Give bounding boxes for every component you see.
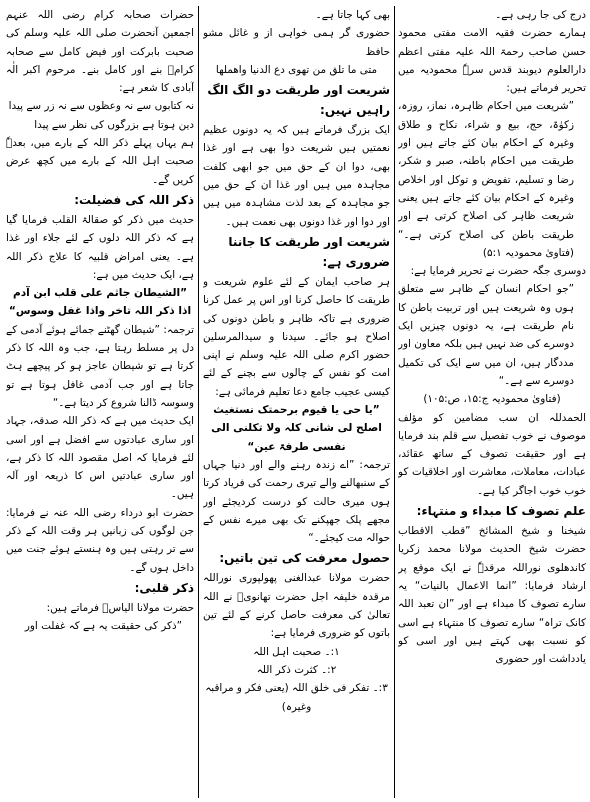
centered-line: ۳:۔ تفکر فی خلق اللہ (یعنی فکر و مراقبہ وغیرہ) bbox=[205, 682, 388, 713]
paragraph: ترجمہ: ”اے زندہ رہنے والے اور دنیا جہاں کے سنبھالنے والے تیری رحمت کی فریاد کرتا ہوں میری حالت کو درست کردیجئے اور مجھے پلک جھپکنے تک بھی میرے نفس کے حوالہ مت کیجئے۔“ bbox=[203, 458, 390, 545]
paragraph: ہم یہاں پہلے ذکر اللہ کے بارے میں، بعدہٗ صحبت اہل اللہ کے بارے میں کچھ عرض کریں گے۔ bbox=[6, 137, 194, 186]
section-heading: علم تصوف کا مبداء و منتہاء: bbox=[416, 504, 586, 519]
paragraph: درج کی جا رہی ہے۔ bbox=[495, 9, 586, 21]
paragraph: حضرت مولانا عبدالغنی پھولپوری نوراللہ مرقدہ خلیفہ اجل حضرت تھانویؒ نے اللہ تعالیٰ کی معرفت حاصل کرنے کے لئے تین باتوں کو ضروری فرمایا ہے: bbox=[203, 572, 390, 640]
quoted-passage: ”شریعت میں احکام ظاہرہ، نماز، روزہ، زکوٰۃ، حج، بیع و شراء، نکاح و طلاق وغیرہ کے احکام بیان کئے جاتے ہیں اور طریقت میں احکام باطنہ، صبر و شکر، رضا و تسلیم، تفویض و توکل اور اخلاص وغیرہ کے احکام بیان کئے جاتے ہیں یعنی شریعت ظاہر کی اصلاح کرتی ہے اور طریقت باطن کی اصلاح کرتی ہے۔“ (فتاویٰ محمودیہ ۵:۱) bbox=[398, 100, 574, 259]
section-heading: شریعت اور طریقت کا جاننا ضروری ہے: bbox=[228, 234, 390, 269]
centered-line: متی ما تلق من تھوی دع الدنیا واھملھا bbox=[215, 63, 378, 76]
centered-line: ۲:۔ کثرت ذکر اللہ bbox=[256, 663, 337, 676]
arabic-text: ”یا حی یا قیوم برحمتک نستغیث اصلح لی شانی کلہ ولا تکلنی الی نفسی طرفۃ عین“ bbox=[211, 404, 382, 453]
paragraph: حضرات صحابہ کرام رضی اللہ عنہم اجمعین آنحضرت صلی اللہ علیہ وسلم کی صحبت بابرکت اور فیض کامل سے صحابہ کرامؓ بنے اور کامل بنے۔ مرحوم اکبر الٰہ آبادی کا شعر ہے: bbox=[6, 9, 194, 95]
column-divider bbox=[394, 6, 395, 798]
paragraph: حضرت ابو درداء رضی اللہ عنہ نے فرمایا: جن لوگوں کی زبانیں ہر وقت اللہ کے ذکر سے تر رہتی ہیں وہ ہنستے ہوئے جنت میں داخل ہوں گے۔ bbox=[6, 506, 194, 574]
section-heading: ذکر قلبی: bbox=[134, 580, 194, 595]
centered-line: ۱:۔ صحبت اہل اللہ bbox=[253, 645, 340, 658]
quoted-passage: ”ذکر کی حقیقت یہ ہے کہ غفلت اور bbox=[24, 620, 182, 633]
section-heading: حصول معرفت کی تین باتیں: bbox=[219, 551, 390, 566]
text-column-right bbox=[398, 6, 586, 798]
paragraph: ہمارے حضرت فقیہ الامت مفتی محمود حسن صاحب رحمۃ اللہ علیہ مفتی اعظم دارالعلوم دیوبند قدس سرہٗ محمودیہ میں تحریر فرماتے ہیں: bbox=[398, 27, 586, 95]
centered-line: (فتاویٰ محمودیہ ج:۱۵، ص:۱۰۵) bbox=[423, 393, 561, 406]
section-heading: شریعت اور طریقت دو الگ الگ راہیں نہیں: bbox=[207, 83, 390, 118]
paragraph: ترجمہ: ”شیطان گھٹنے جمائے ہوئے آدمی کے دل پر مسلط رہتا ہے، جب وہ اللہ کا ذکر کرتا ہے تو شیطان عاجز ہو کر پیچھے ہٹ جاتا ہے اور جب آدمی غافل ہوتا ہے تو وسوسہ ڈالنا شروع کر دیتا ہے۔“ bbox=[6, 323, 194, 409]
quoted-passage: ”جو احکام انسان کے ظاہر سے متعلق ہوں وہ شریعت ہیں اور تربیت باطن کا نام طریقت ہے، یہ دونوں چیزیں ایک دوسرے کی ضد نہیں ہیں بلکہ معاون اور مددگار ہیں، ان میں سے ایک کی تکمیل دوسرے سے ہے۔“ bbox=[398, 283, 574, 387]
section-heading: ذکر اللہ کی فضیلت: bbox=[74, 192, 194, 207]
paragraph: دوسری جگہ حضرت نے تحریر فرمایا ہے: bbox=[410, 265, 586, 278]
paragraph: ایک حدیث میں ہے کہ ذکر اللہ صدقہ، جہاد اور ساری عبادتوں سے افضل ہے اور اسی لئے فرمایا کہ اصل مقصود اللہ کا ذکر ہے، اور ساری عبادتیں اس کا ذریعہ اور آلہ ہیں۔ bbox=[6, 415, 194, 501]
paragraph: ہر صاحب ایمان کے لئے علوم شریعت و طریقت کا حاصل کرنا اور اس پر عمل کرنا ضروری ہے تاکہ ظاہر و باطن دونوں کی اصلاح ہو جائے۔ سیدنا و سیدالمرسلین حضور اکرم صلی اللہ علیہ وسلم نے اپنی امت کو نفس کے چالوں سے بچنے کے لئے کیسی عجیب جامع دعا تعلیم فرمائی ہے: bbox=[203, 275, 390, 398]
column-divider bbox=[198, 6, 199, 798]
paragraph: حضوری گر ہمی خواہی از و غائل مشو حافظ bbox=[203, 27, 390, 58]
paragraph: ایک بزرگ فرماتے ہیں کہ یہ دونوں عظیم نعمتیں ہیں شریعت دوا بھی ہے اور غذا بھی، دوا ان کے حق میں جو ابھی کلفت مجاہدہ میں ہیں اور غذا ان کے حق میں جو مجاہدہ کے بعد لذت مشاہدہ میں ہیں اور دوا اور غذا دونوں بھی نعمت ہیں۔ bbox=[203, 124, 390, 228]
paragraph: حضرت مولانا الیاسؒ فرماتے ہیں: bbox=[46, 601, 194, 614]
paragraph: بھی کہا جاتا ہے۔ bbox=[315, 9, 390, 21]
paragraph: حدیث میں ذکر کو صقالۃ القلب فرمایا گیا ہے کہ ذکر اللہ دلوں کے لئے جلاء اور غذا ہے۔ یعنی امراض قلبیہ کا علاج ذکر اللہ ہے، ایک حدیث میں ہے: bbox=[6, 213, 194, 281]
text-column-left bbox=[6, 6, 194, 798]
paragraph: الحمدللہ ان سب مضامین کو مؤلف موصوف نے خوب تفصیل سے قلم بند فرمایا ہے اور حقیقت تصوف کے ساتھ عقائد، عبادات، معاملات، معاشرت اور اخلاقیات کو خوب خوب اجاگر کیا ہے۔ bbox=[398, 411, 586, 497]
paragraph: شیخنا و شیخ المشائخ ”قطب الاقطاب حضرت شیخ الحدیث مولانا محمد زکریا کاندھلوی نوراللہ مرقدہٗ نے ایک موقع پر ارشاد فرمایا: ”انما الاعمال بالنیات“ یہ سارے تصوف کا مبداء ہے اور ”ان تعبد اللہ کانک تراہ“ سارے تصوف کا منتہاء ہے اسی کو نسبت بھی کہتے ہیں اور اسی کو یادداشت اور حضوری bbox=[398, 525, 586, 666]
paragraph: نہ کتابوں سے نہ وعظوں سے نہ زر سے پیدا bbox=[8, 100, 194, 113]
arabic-text: ”الشیطان جاثم علی قلب ابن آدم اذا ذکر اللہ تاخر واذا غفل وسوس“ bbox=[8, 287, 192, 318]
paragraph: دین ہوتا ہے بزرگوں کی نظر سے پیدا bbox=[34, 118, 194, 131]
text-column-middle bbox=[203, 6, 390, 798]
